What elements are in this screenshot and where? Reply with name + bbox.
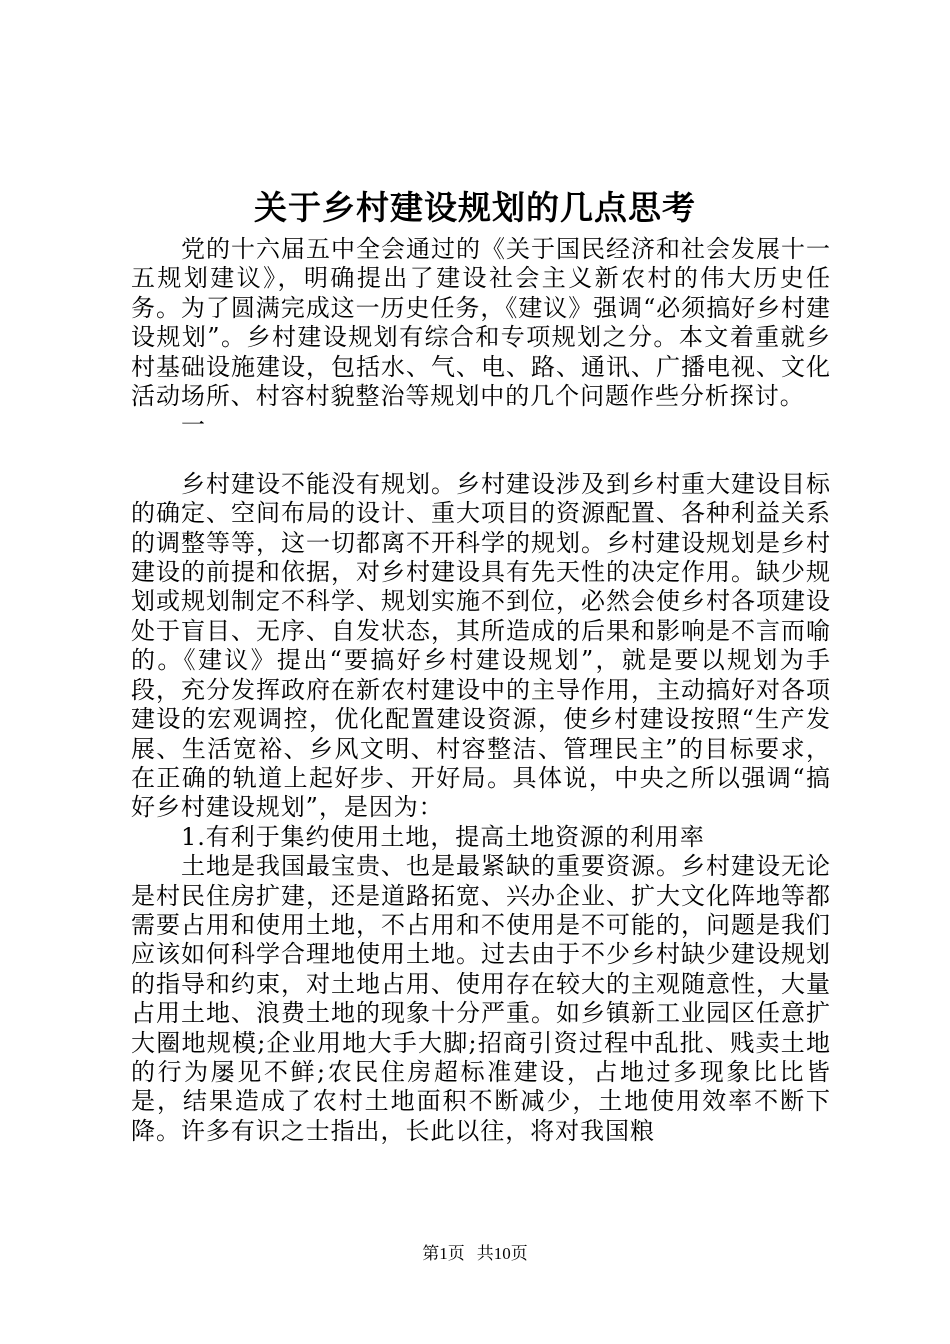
page-footer [0, 1243, 950, 1265]
document-title: 关于乡村建设规划的几点思考 [254, 188, 696, 227]
paragraph-section-one: 乡村建设不能没有规划。乡村建设涉及到乡村重大建设目标的确定、空间布局的设计、重大项目的资源配置、各种利益关系的调整等等，这一切都离不开科学的规划。乡村建设规划是乡村建设的前提和依据，对乡村建设具有先天性的决定作用。缺少规划或规划制定不科学、规划实施不到位，必然会使乡村各项建设处于盲目、无序、自发状态，其所造成的后果和影响是不言而喻的。《建议》提出“要搞好乡村建设规划”，就是要以规划为手段，充分发挥政府在新农村建设中的主导作用，主动搞好对各项建设的宏观调控，优化配置建设资源，使乡村建设按照“生产发展、生活宽裕、乡风文明、村容整洁、管理民主”的目标要求，在正确的轨道上起好步、开好局。具体说，中央之所以强调“搞好乡村建设规划”，是因为： [131, 469, 831, 822]
paragraph-land-use: 土地是我国最宝贵、也是最紧缺的重要资源。乡村建设无论是村民住房扩建，还是道路拓宽、兴办企业、扩大文化阵地等都需要占用和使用土地，不占用和不使用是不可能的，问题是我们应该如何科学合理地使用土地。过去由于不少乡村缺少建设规划的指导和约束，对土地占用、使用存在较大的主观随意性，大量占用土地、浪费土地的现象十分严重。如乡镇新工业园区任意扩大圈地规模;企业用地大手大脚;招商引资过程中乱批、贱卖土地的行为屡见不鲜;农民住房超标准建设，占地过多现象比比皆是，结果造成了农村土地面积不断减少，土地使用效率不断下降。许多有识之士指出，长此以往，将对我国粮 [131, 852, 831, 1145]
page-number: 第1页 [422, 1244, 465, 1263]
paragraph-intro: 党的十六届五中全会通过的《关于国民经济和社会发展十一五规划建议》，明确提出了建设社会主义新农村的伟大历史任务。为了圆满完成这一历史任务，《建议》强调“必须搞好乡村建设规划”。乡村建设规划有综合和专项规划之分。本文着重就乡村基础设施建设，包括水、气、电、路、通讯、广播电视、文化活动场所、村容村貌整治等规划中的几个问题作些分析探讨。 [131, 235, 831, 411]
subheading-land-use: 1.有利于集约使用土地，提高土地资源的利用率 [181, 822, 705, 851]
page-total: 共10页 [476, 1244, 528, 1263]
document-body [131, 235, 831, 1146]
section-number: 一 [181, 411, 206, 440]
